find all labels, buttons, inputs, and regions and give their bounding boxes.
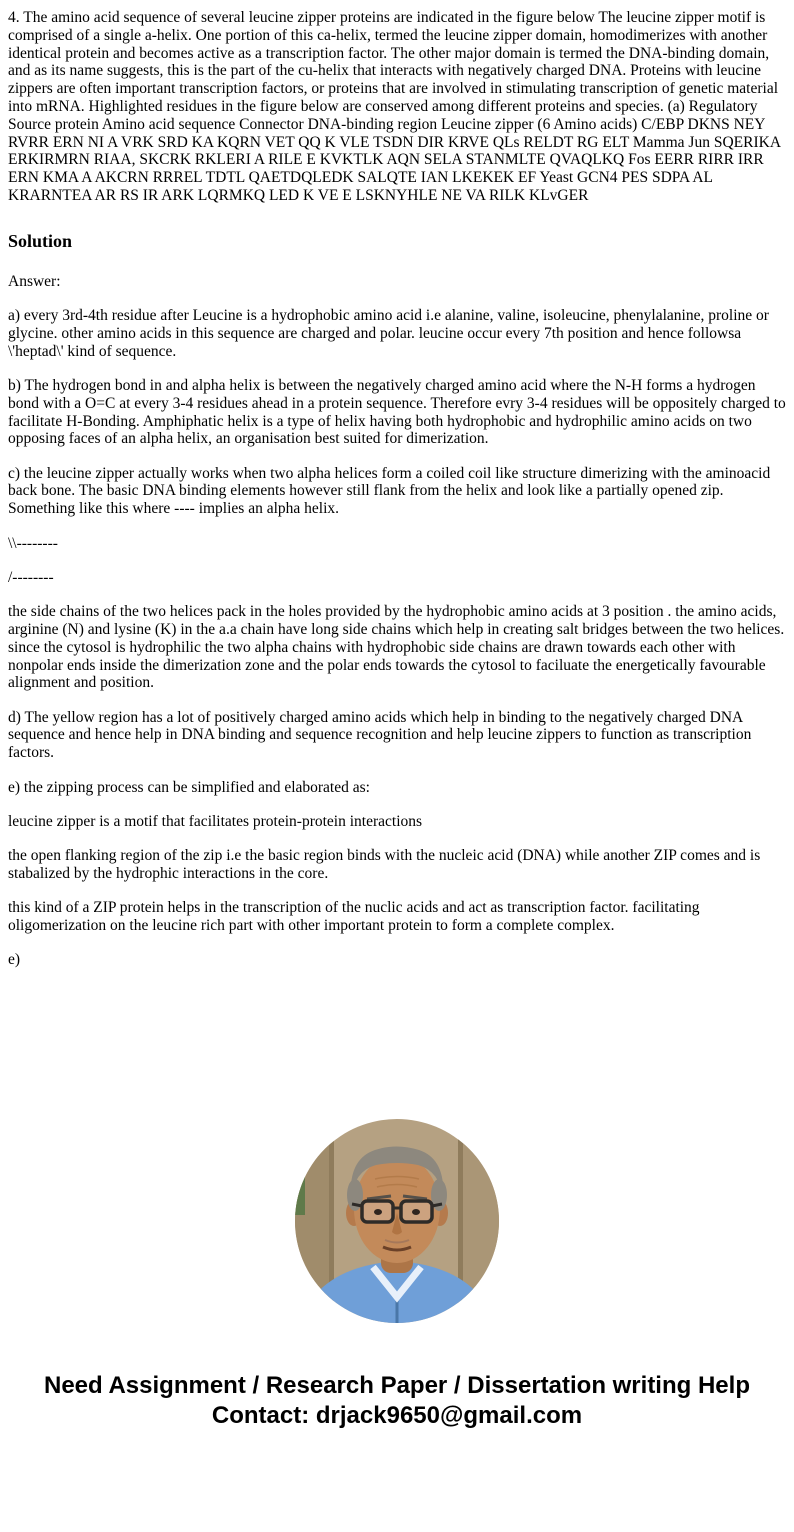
ascii-art-line-1: \\-------- [8, 534, 58, 552]
answer-paragraph-e-intro: e) the zipping process can be simplified and elaborated as: [8, 778, 370, 796]
answer-paragraph-a: a) every 3rd-4th residue after Leucine is a hydrophobic amino acid i.e alanine, valine, isoleucine, phenylalanine, proline or glycine. other amino acids in this sequence are charged and polar. leucine occur every 7th position and hence followsa \'heptad\' kind of sequence. [8, 307, 769, 360]
solution-heading: Solution [8, 230, 73, 251]
ascii-art-line-2: /-------- [8, 568, 54, 586]
profile-photo [295, 1119, 499, 1323]
footer-ad [8, 1371, 786, 1431]
profile-photo-image [295, 1119, 499, 1323]
answer-paragraph-e-label: e) [8, 951, 21, 969]
answer-paragraph-flanking: the open flanking region of the zip i.e the basic region binds with the nucleic acid (DNA) while another ZIP comes and is stabalized by the hydrophic interactions in the core. [8, 847, 761, 882]
document-page [0, 9, 794, 1532]
footer-help-text: Need Assignment / Research Paper / Dissertation writing Help [44, 1372, 750, 1400]
answer-paragraph-b: b) The hydrogen bond in and alpha helix is between the negatively charged amino acid where the N-H forms a hydrogen bond with a O=C at every 3-4 residues ahead in a protein sequence. Therefore evry 3-4 residues will be oppositely charged to facilitate H-Bonding. Amphiphatic helix is a type of helix having both hydrophobic and hydrophilic amino acids on two opposing faces of an alpha helix, an organisation best suited for dimerization. [8, 376, 786, 448]
answer-paragraph-side-chains: the side chains of the two helices pack in the holes provided by the hydrophobic amino acids at 3 position . the amino acids, arginine (N) and lysine (K) in the a.a chain have long side chains which help in creating salt bridges between the two helices. since the cytosol is hydrophilic the two alpha chains with hydrophobic side chains are drawn towards each other with nonpolar ends inside the dimerization zone and the polar ends towards the cytosol to faciluate the energetically favourable alignment and position. [8, 603, 785, 692]
question-text: 4. The amino acid sequence of several leucine zipper proteins are indicated in the figure below The leucine zipper motif is comprised of a single a-helix. One portion of this ca-helix, termed the leucine zipper domain, homodimerizes with another identical protein and becomes active as a transcription factor. The other major domain is termed the DNA-binding domain, and as its name suggests, this is the part of the cu-helix that interacts with negatively charged DNA. Proteins with leucine zippers are often important transcription factors, or proteins that are involved in stimulating transcription of genetic material into mRNA. Highlighted residues in the figure below are conserved among different proteins and species. (a) Regulatory Source protein Amino acid sequence Connector DNA-binding region Leucine zipper (6 Amino acids) C/EBP DKNS NEY RVRR ERN NI A VRK SRD KA KQRN VET QQ K VLE TSDN DIR KRVE QLs RELDT RG ELT Mamma Jun SQERIKA ERKIRMRN RIAA, SKCRK RKLERI A RILE E KVKTLK AQN SELA STANMLTE QVAQLKQ Fos EERR RIRR IRR ERN KMA A AKCRN RRREL TDTL QAETDQLEDK SALQTE IAN LKEKEK EF Yeast GCN4 PES SDPA AL KRARNTEA AR RS IR ARK LQRMKQ LED K VE E LSKNYHLE NE VA RILK KLvGER [8, 9, 781, 204]
answer-label: Answer: [8, 272, 61, 290]
footer-contact-email: Contact: drjack9650@gmail.com [211, 1402, 583, 1430]
answer-paragraph-c: c) the leucine zipper actually works when two alpha helices form a coiled coil like structure dimerizing with the aminoacid back bone. The basic DNA binding elements however still flank from the helix and look like a partially opened zip. Something like this where ---- implies an alpha helix. [8, 464, 771, 518]
answer-paragraph-zip-protein: this kind of a ZIP protein helps in the transcription of the nuclic acids and act as transcription factor. facilitating oligomerization on the leucine rich part with other important protein to form a complete complex. [8, 899, 700, 934]
answer-paragraph-motif: leucine zipper is a motif that facilitates protein-protein interactions [8, 812, 423, 830]
answer-paragraph-d: d) The yellow region has a lot of positively charged amino acids which help in binding to the negatively charged DNA sequence and hence help in DNA binding and sequence recognition and help leucine zippers to function as transcription factors. [8, 708, 752, 762]
